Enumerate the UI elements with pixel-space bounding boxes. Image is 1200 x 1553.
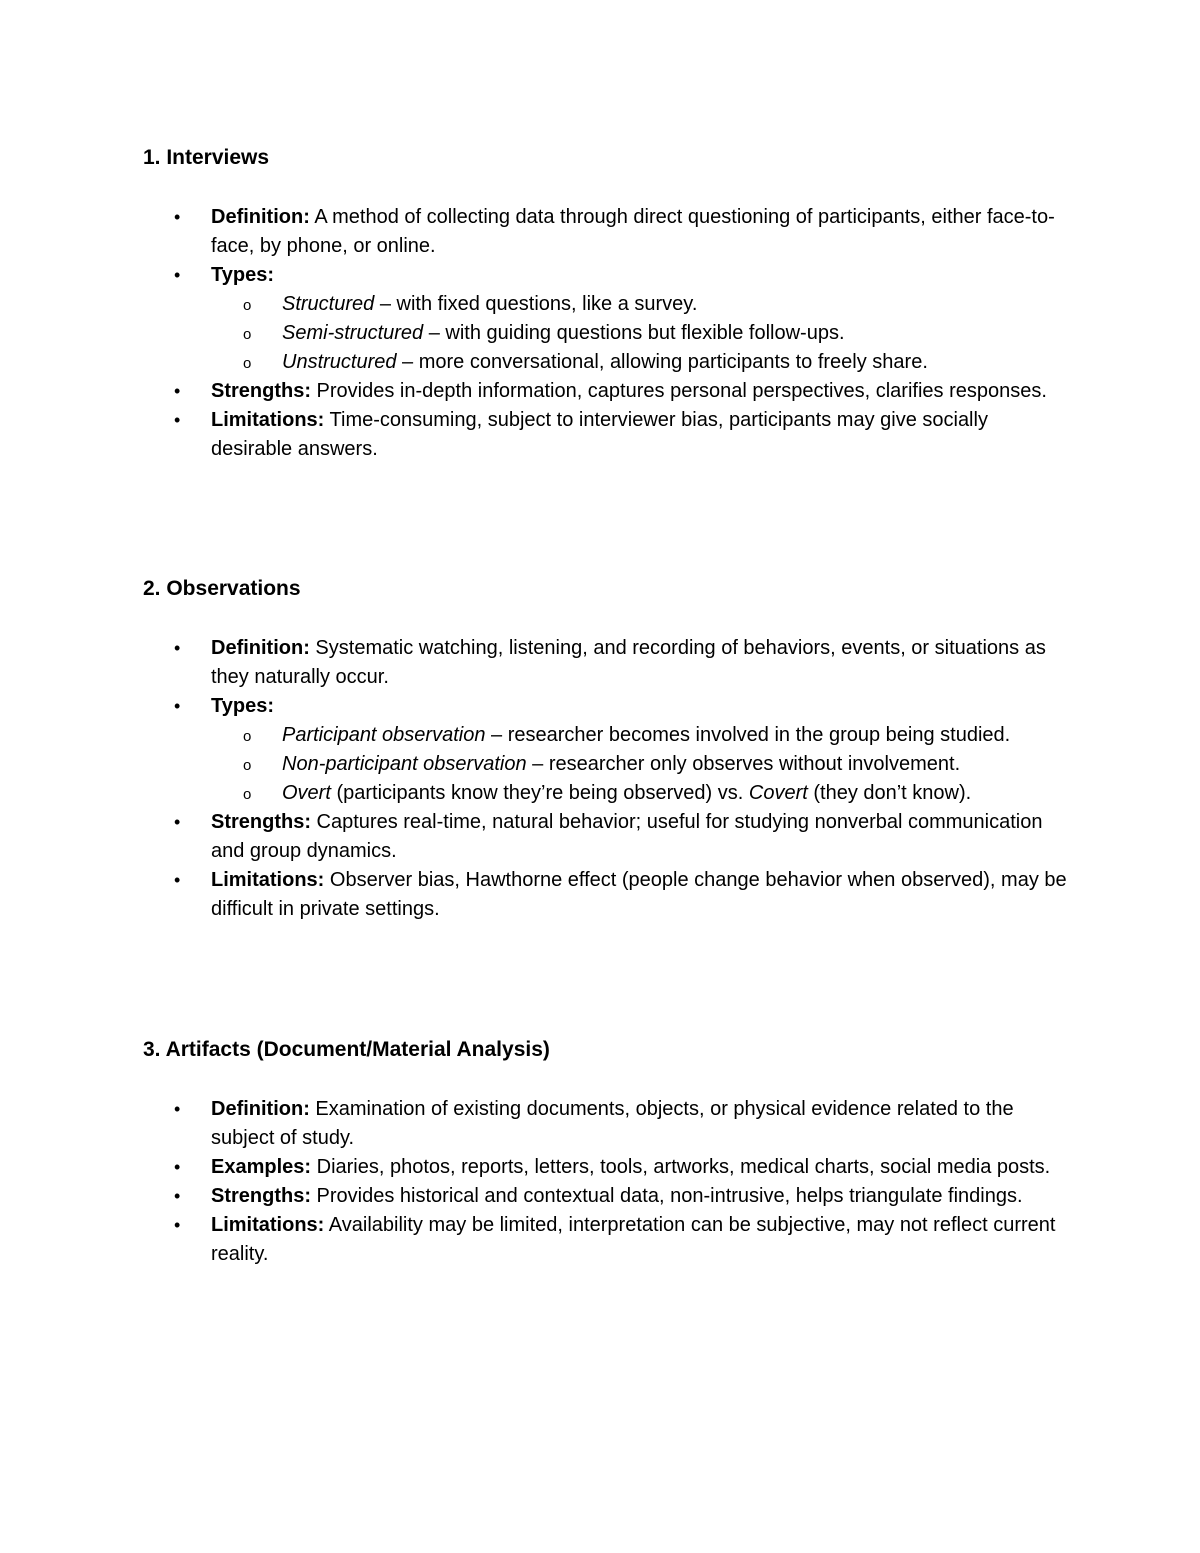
item-label: Types: — [211, 264, 274, 286]
item-label: Limitations: — [211, 1214, 325, 1236]
circle-bullet-icon: o — [243, 355, 252, 372]
item-label: Strengths: — [211, 1185, 311, 1207]
type-term: Overt — [282, 782, 331, 804]
list-item-examples — [143, 1153, 1073, 1182]
section-artifacts — [143, 1035, 1073, 1269]
sub-list — [211, 290, 1073, 377]
sub-item — [143, 779, 1073, 808]
circle-bullet-icon: o — [243, 728, 252, 745]
bullet-list — [143, 634, 1073, 924]
item-label: Examples: — [211, 1156, 312, 1178]
section-heading: 1. Interviews — [143, 146, 270, 169]
circle-bullet-icon: o — [243, 297, 252, 314]
item-text: Systematic watching, listening, and recording of behaviors, events, or situations as they naturally occur. — [211, 637, 1046, 688]
list-item-definition — [143, 203, 1073, 261]
item-label: Strengths: — [211, 811, 311, 833]
type-desc: – researcher only observes without involvement. — [526, 753, 961, 775]
bullet-list — [143, 1095, 1073, 1269]
bullet-icon: • — [174, 1157, 181, 1177]
section-heading: 3. Artifacts (Document/Material Analysis) — [143, 1038, 550, 1061]
sub-item — [143, 319, 1073, 348]
bullet-icon: • — [174, 696, 181, 716]
list-item-limitations — [143, 406, 1073, 464]
item-label: Strengths: — [211, 380, 311, 402]
type-desc: (participants know they’re being observed) vs. — [330, 782, 749, 804]
sub-item — [143, 348, 1073, 377]
item-label: Limitations: — [211, 869, 325, 891]
item-label: Definition: — [211, 1098, 310, 1120]
item-text: Availability may be limited, interpretation can be subjective, may not reflect current reality. — [211, 1214, 1056, 1265]
list-item-limitations — [143, 1211, 1073, 1269]
section-observations — [143, 574, 1073, 924]
list-item-strengths — [143, 377, 1073, 406]
sub-item — [143, 290, 1073, 319]
type-term: Covert — [748, 782, 808, 804]
list-item-definition — [143, 1095, 1073, 1153]
item-text: Captures real-time, natural behavior; useful for studying nonverbal communication and group dynamics. — [211, 811, 1043, 862]
type-desc: (they don’t know). — [807, 782, 972, 804]
bullet-icon: • — [174, 638, 181, 658]
list-item-strengths — [143, 1182, 1073, 1211]
sub-item — [143, 750, 1073, 779]
item-label: Definition: — [211, 637, 310, 659]
type-desc: – with guiding questions but flexible follow-ups. — [423, 322, 845, 344]
bullet-icon: • — [174, 1215, 181, 1235]
circle-bullet-icon: o — [243, 757, 252, 774]
list-item-definition — [143, 634, 1073, 692]
item-label: Types: — [211, 695, 274, 717]
item-text: Examination of existing documents, objects, or physical evidence related to the subject of study. — [211, 1098, 1014, 1149]
bullet-icon: • — [174, 1186, 181, 1206]
circle-bullet-icon: o — [243, 326, 252, 343]
type-term: Semi-structured — [282, 322, 424, 344]
bullet-icon: • — [174, 870, 181, 890]
type-term: Unstructured — [282, 351, 397, 373]
bullet-icon: • — [174, 207, 181, 227]
circle-bullet-icon: o — [243, 786, 252, 803]
item-text: Provides in-depth information, captures personal perspectives, clarifies responses. — [311, 380, 1047, 402]
list-item-types — [143, 692, 1073, 808]
bullet-icon: • — [174, 812, 181, 832]
type-desc: – with fixed questions, like a survey. — [374, 293, 698, 315]
type-desc: – more conversational, allowing participants to freely share. — [396, 351, 928, 373]
bullet-icon: • — [174, 265, 181, 285]
bullet-icon: • — [174, 410, 181, 430]
list-item-strengths — [143, 808, 1073, 866]
list-item-limitations — [143, 866, 1073, 924]
item-text: Time-consuming, subject to interviewer bias, participants may give socially desirable answers. — [211, 409, 988, 460]
bullet-icon: • — [174, 381, 181, 401]
item-text: Observer bias, Hawthorne effect (people change behavior when observed), may be difficult in private settings. — [211, 869, 1067, 920]
item-label: Definition: — [211, 206, 310, 228]
section-interviews — [143, 143, 1073, 464]
sub-item — [143, 721, 1073, 750]
bullet-list — [143, 203, 1073, 464]
type-term: Structured — [282, 293, 375, 315]
item-label: Limitations: — [211, 409, 325, 431]
type-term: Participant observation — [282, 724, 486, 746]
bullet-icon: • — [174, 1099, 181, 1119]
item-text: A method of collecting data through direct questioning of participants, either face-to-face, by phone, or online. — [211, 206, 1055, 257]
item-text: Diaries, photos, reports, letters, tools, artworks, medical charts, social media posts. — [311, 1156, 1051, 1178]
item-text: Provides historical and contextual data, non-intrusive, helps triangulate findings. — [311, 1185, 1023, 1207]
type-term: Non-participant observation — [282, 753, 527, 775]
type-desc: – researcher becomes involved in the group being studied. — [485, 724, 1011, 746]
list-item-types — [143, 261, 1073, 377]
section-heading: 2. Observations — [143, 577, 301, 600]
sub-list — [211, 721, 1073, 808]
